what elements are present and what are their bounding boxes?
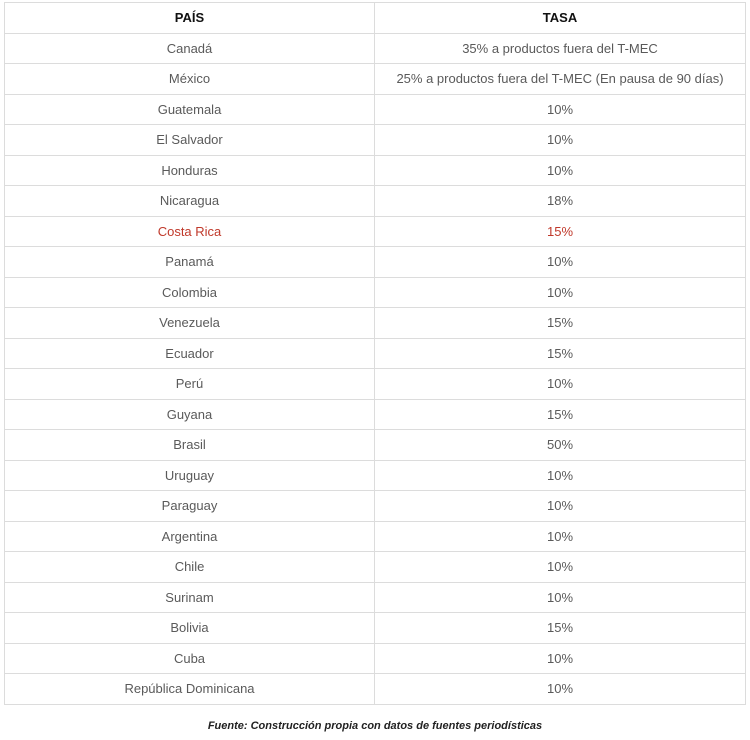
table-row (5, 64, 746, 95)
table-row (5, 674, 746, 705)
rate-cell: 10% (375, 247, 746, 278)
rate-cell: 10% (375, 155, 746, 186)
table-row (5, 460, 746, 491)
country-cell: México (5, 64, 375, 95)
country-cell: Surinam (5, 582, 375, 613)
table-row (5, 399, 746, 430)
table-row (5, 552, 746, 583)
rate-cell: 10% (375, 277, 746, 308)
country-cell: Brasil (5, 430, 375, 461)
table-row (5, 521, 746, 552)
country-cell: República Dominicana (5, 674, 375, 705)
table-row (5, 216, 746, 247)
rate-cell: 10% (375, 643, 746, 674)
rate-cell: 15% (375, 308, 746, 339)
country-cell: Uruguay (5, 460, 375, 491)
rate-cell: 10% (375, 125, 746, 156)
rate-cell: 50% (375, 430, 746, 461)
country-cell: Colombia (5, 277, 375, 308)
table-row (5, 94, 746, 125)
country-cell: Chile (5, 552, 375, 583)
country-cell: Costa Rica (5, 216, 375, 247)
rate-cell: 10% (375, 674, 746, 705)
table-row (5, 582, 746, 613)
rate-cell: 25% a productos fuera del T-MEC (En pausa de 90 días) (375, 64, 746, 95)
country-cell: Perú (5, 369, 375, 400)
header-country: PAÍS (5, 3, 375, 34)
table-row (5, 613, 746, 644)
table-row (5, 338, 746, 369)
rate-cell: 15% (375, 338, 746, 369)
rate-cell: 18% (375, 186, 746, 217)
table-header (5, 3, 746, 34)
rate-cell: 35% a productos fuera del T-MEC (375, 33, 746, 64)
table-row (5, 430, 746, 461)
table-row (5, 369, 746, 400)
country-cell: El Salvador (5, 125, 375, 156)
rate-cell: 15% (375, 216, 746, 247)
table-body (5, 33, 746, 704)
table-row (5, 308, 746, 339)
rate-cell: 10% (375, 491, 746, 522)
country-cell: Panamá (5, 247, 375, 278)
table-row (5, 155, 746, 186)
rate-cell: 10% (375, 94, 746, 125)
table-row (5, 33, 746, 64)
country-cell: Venezuela (5, 308, 375, 339)
country-cell: Guatemala (5, 94, 375, 125)
country-cell: Guyana (5, 399, 375, 430)
country-cell: Paraguay (5, 491, 375, 522)
rate-cell: 10% (375, 460, 746, 491)
rate-cell: 10% (375, 521, 746, 552)
country-cell: Canadá (5, 33, 375, 64)
rate-cell: 15% (375, 399, 746, 430)
country-cell: Argentina (5, 521, 375, 552)
table-row (5, 186, 746, 217)
table-row (5, 643, 746, 674)
country-cell: Bolivia (5, 613, 375, 644)
rate-cell: 10% (375, 369, 746, 400)
country-cell: Cuba (5, 643, 375, 674)
table-row (5, 125, 746, 156)
table-row (5, 277, 746, 308)
rate-cell: 10% (375, 582, 746, 613)
country-cell: Ecuador (5, 338, 375, 369)
country-cell: Honduras (5, 155, 375, 186)
table-row (5, 491, 746, 522)
table-row (5, 247, 746, 278)
rate-cell: 15% (375, 613, 746, 644)
country-cell: Nicaragua (5, 186, 375, 217)
header-rate: TASA (375, 3, 746, 34)
header-row (5, 3, 746, 34)
tariff-table (4, 2, 746, 705)
source-caption: Fuente: Construcción propia con datos de fuentes periodísticas (207, 720, 543, 732)
rate-cell: 10% (375, 552, 746, 583)
